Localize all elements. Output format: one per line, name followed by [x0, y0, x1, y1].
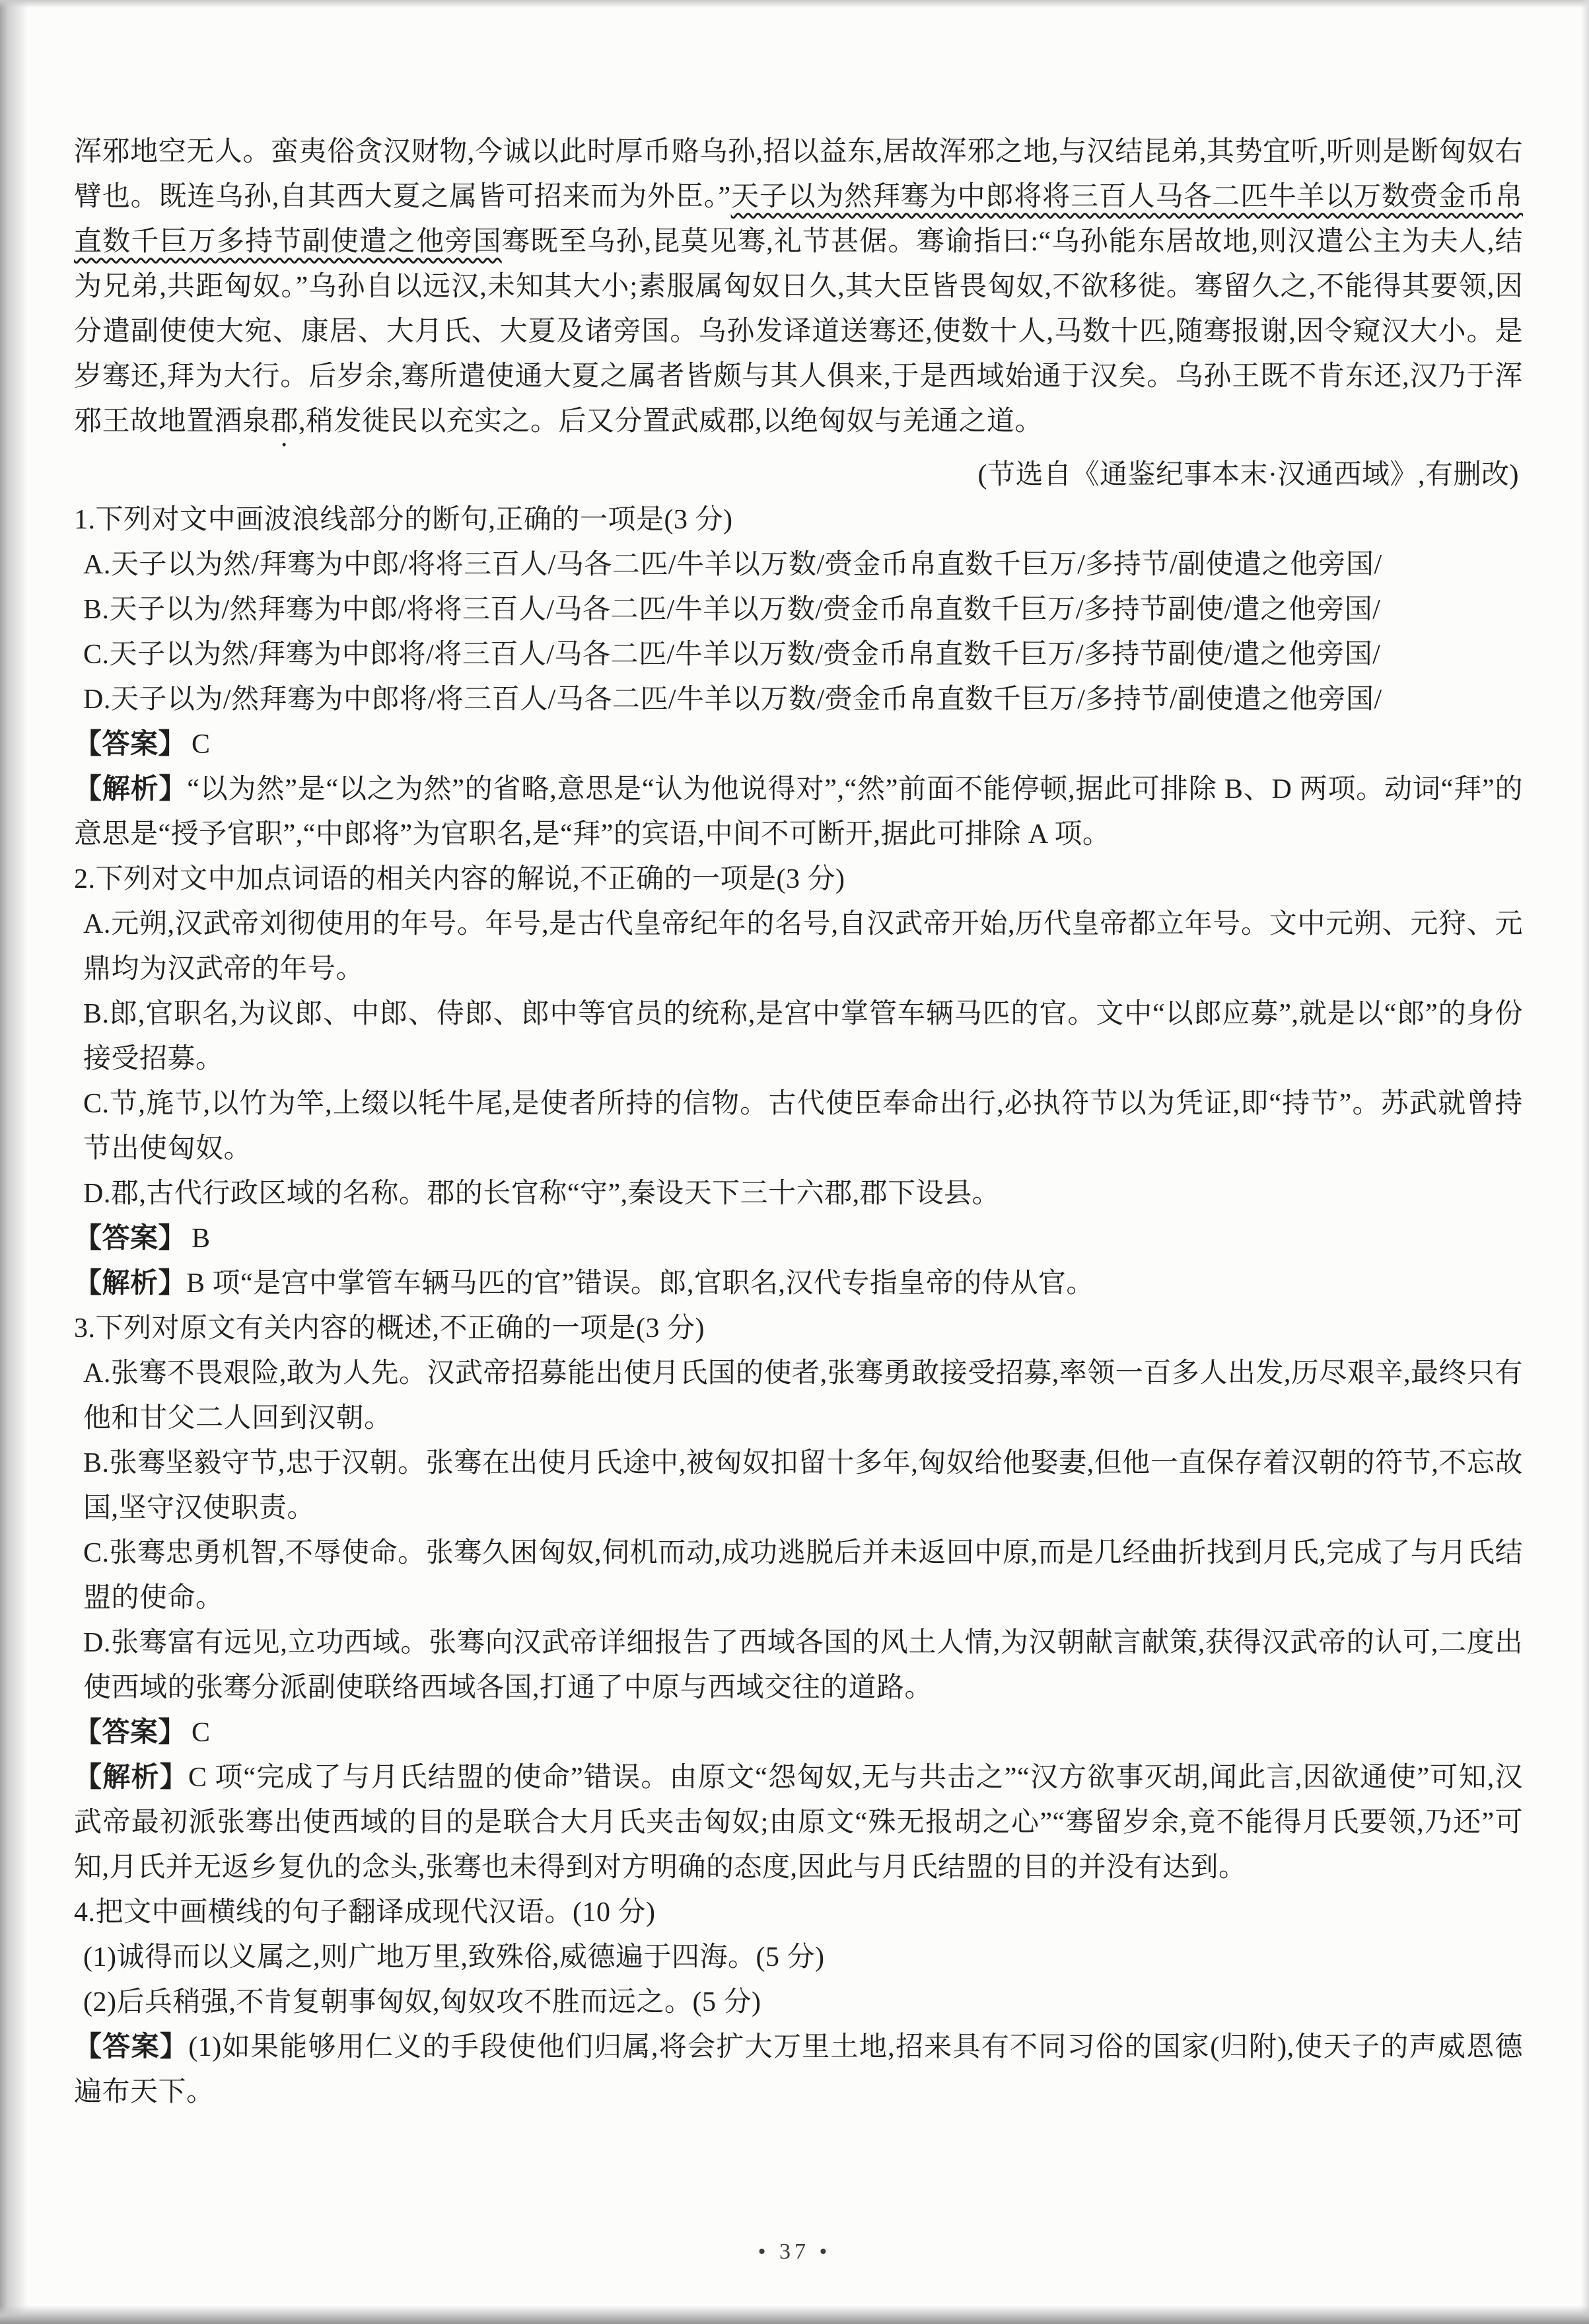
passage-segment: 骞既至乌孙,昆莫见骞,礼节甚倨。骞谕指曰:“乌孙能东居故地,则汉遣公主为夫人,结为兄弟,共距匈奴。”乌孙自以远汉,未知其大小;素服属匈奴日久,其大臣皆畏匈奴,不欲移徙。骞留久之,不能得其要领,因分遣副使使大宛、康居、大月氏、大夏及诸旁国。乌孙发译道送骞还,使数十人,马数十匹,随骞报谢,因令窥汉大小。是岁骞还,拜为大行。后岁余,骞所遣使通大夏之属者皆颇与其人俱来,于是西域始通于汉矣。乌孙王既不肯东还,汉乃于浑邪王故地置酒泉: [74, 227, 1523, 437]
question-3-stem: [74, 1306, 1523, 1351]
answer-label: 【答案】: [74, 1718, 187, 1748]
option-text: 张骞坚毅守节,忠于汉朝。张骞在出使月氏途中,被匈奴扣留十多年,匈奴给他娶妻,但他一直保存着汉朝的符节,不忘故国,坚守汉使职责。: [83, 1448, 1523, 1523]
analysis-label: 【解析】: [74, 1268, 187, 1299]
question-1-option-a: [74, 542, 1523, 587]
analysis-text: “以为然”是“以之为然”的省略,意思是“认为他说得对”,“然”前面不能停顿,据此可排除 B、D 两项。动词“拜”的意思是“授予官职”,“中郎将”为官职名,是“拜”的宾语,中间不可断开,据此可排除 A 项。: [74, 774, 1523, 850]
question-4-number: 4.: [74, 1897, 96, 1928]
question-1-answer-row: [74, 722, 1523, 767]
option-text: 天子以为然/拜骞为中郎将/将三百人/马各二匹/牛羊以万数/赍金币帛直数千巨万/多持节副使/遣之他旁国/: [109, 639, 1381, 670]
passage-segment-emphasis-dot: 郡: [270, 406, 299, 437]
question-2-option-b: [74, 992, 1523, 1081]
question-3: [74, 1306, 1523, 1890]
option-text: 张骞忠勇机智,不辱使命。张骞久困匈奴,伺机而动,成功逃脱后并未返回中原,而是几经曲折找到月氏,完成了与月氏结盟的使命。: [83, 1538, 1523, 1613]
question-3-answer-row: [74, 1710, 1523, 1755]
option-text: 郎,官职名,为议郎、中郎、侍郎、郎中等官员的统称,是宫中掌管车辆马匹的官。文中“以郎应募”,就是以“郎”的身份接受招募。: [83, 999, 1523, 1074]
question-2-stem: [74, 857, 1523, 902]
page-content: [74, 129, 1523, 2115]
question-2-option-a: [74, 902, 1523, 992]
question-1-stem: [74, 497, 1523, 542]
question-4-sub-1: [74, 1935, 1523, 1980]
option-text: 郡,古代行政区域的名称。郡的长官称“守”,秦设天下三十六郡,郡下设县。: [110, 1179, 1001, 1209]
question-3-option-d: [74, 1620, 1523, 1710]
option-label: D.: [83, 1179, 111, 1209]
answer-text: C: [192, 729, 211, 760]
analysis-label: 【解析】: [74, 774, 188, 805]
question-2-analysis-row: [74, 1261, 1523, 1306]
option-text: 张骞不畏艰险,敢为人先。汉武帝招募能出使月氏国的使者,张骞勇敢接受招募,率领一百多人出发,历尽艰辛,最终只有他和甘父二人回到汉朝。: [83, 1358, 1523, 1434]
footer-page-number: • 37 •: [758, 2239, 831, 2264]
question-3-option-b: [74, 1441, 1523, 1531]
option-label: C.: [83, 1538, 110, 1568]
answer-text: (1)如果能够用仁义的手段使他们归属,将会扩大万里土地,招来具有不同习俗的国家(归附),使天子的声威恩德遍布天下。: [74, 2032, 1523, 2107]
question-4-stem-text: 把文中画横线的句子翻译成现代汉语。(10 分): [95, 1897, 656, 1928]
sub-label: (2): [83, 1987, 117, 2017]
question-2-option-c: [74, 1081, 1523, 1171]
passage-attribution: (节选自《通鉴纪事本末·汉通西域》,有删改): [977, 460, 1519, 490]
analysis-text: C 项“完成了与月氏结盟的使命”错误。由原文“怨匈奴,无与共击之”“汉方欲事灭胡,闻此言,因欲通使”可知,汉武帝最初派张骞出使西域的目的是联合大月氏夹击匈奴;由原文“殊无报胡之心”“骞留岁余,竟不能得月氏要领,乃还”可知,月氏并无返乡复仇的念头,张骞也未得到对方明确的态度,因此与月氏结盟的目的并没有达到。: [74, 1762, 1523, 1883]
passage-segment: ,稍发徙民以充实之。后又分置武威郡,以绝匈奴与羌通之道。: [299, 406, 1043, 437]
passage-segment-wavy-underline: 天子以为然拜骞为中郎将将三百人马各二匹牛羊以万数赍金币帛直数千巨万多持节副使遣之他旁国: [74, 182, 1523, 257]
option-label: C.: [83, 1089, 110, 1119]
question-2-stem-text: 下列对文中加点词语的相关内容的解说,不正确的一项是(3 分): [95, 864, 845, 894]
question-3-option-a: [74, 1351, 1523, 1441]
question-3-stem-text: 下列对原文有关内容的概述,不正确的一项是(3 分): [95, 1313, 705, 1344]
option-text: 天子以为/然拜骞为中郎将/将三百人/马各二匹/牛羊以万数/赍金币帛直数千巨万/多持节/副使遣之他旁国/: [110, 684, 1382, 715]
question-1-option-d: [74, 677, 1523, 722]
question-4: [74, 1890, 1523, 2115]
answer-label: 【答案】: [74, 1223, 187, 1254]
option-label: A.: [83, 550, 111, 580]
question-2-answer-row: [74, 1216, 1523, 1261]
question-4-answer-row: [74, 2025, 1523, 2115]
answer-text: B: [192, 1223, 211, 1254]
passage-segment: 浑邪地空无人。蛮夷俗贪汉财物,今诚以此时厚币赂乌孙,招以益东,居故浑邪之地,与汉结昆弟,其势宜听,听则是断匈奴右臂也。既连乌孙,自其西大夏之属皆可招来而为外臣。”: [74, 137, 1523, 212]
question-1: [74, 497, 1523, 857]
sub-text: 后兵稍强,不肯复朝事匈奴,匈奴攻不胜而远之。(5 分): [116, 1987, 761, 2017]
answer-label: 【答案】: [74, 729, 187, 760]
sub-label: (1): [83, 1942, 117, 1973]
question-2-option-d: [74, 1171, 1523, 1216]
question-1-option-c: [74, 632, 1523, 677]
question-3-analysis-row: [74, 1755, 1523, 1890]
sub-text: 诚得而以义属之,则广地万里,致殊俗,威德遍于四海。(5 分): [116, 1942, 825, 1973]
analysis-label: 【解析】: [74, 1762, 188, 1793]
question-1-analysis-row: [74, 767, 1523, 857]
question-3-number: 3.: [74, 1313, 96, 1344]
option-text: 天子以为然/拜骞为中郎/将将三百人/马各二匹/牛羊以万数/赍金币帛直数千巨万/多持节/副使遣之他旁国/: [110, 550, 1382, 580]
question-1-stem-text: 下列对文中画波浪线部分的断句,正确的一项是(3 分): [95, 505, 733, 535]
option-label: C.: [83, 639, 110, 670]
option-text: 元朔,汉武帝刘彻使用的年号。年号,是古代皇帝纪年的名号,自汉武帝开始,历代皇帝都立年号。文中元朔、元狩、元鼎均为汉武帝的年号。: [83, 909, 1523, 984]
page-edge-right: [1581, 0, 1589, 2324]
page-edge-top: [0, 0, 1589, 8]
option-label: D.: [83, 1628, 111, 1658]
option-label: B.: [83, 595, 110, 625]
option-label: B.: [83, 999, 110, 1029]
answer-label: 【答案】: [74, 2032, 189, 2062]
question-3-option-c: [74, 1531, 1523, 1620]
question-1-option-b: [74, 587, 1523, 632]
question-2: [74, 857, 1523, 1306]
option-label: D.: [83, 684, 111, 715]
option-text: 张骞富有远见,立功西域。张骞向汉武帝详细报告了西域各国的风土人情,为汉朝献言献策,获得汉武帝的认可,二度出使西域的张骞分派副使联络西域各国,打通了中原与西域交往的道路。: [83, 1628, 1523, 1703]
option-label: A.: [83, 1358, 111, 1389]
question-4-stem: [74, 1890, 1523, 1935]
page-edge-left: [0, 0, 28, 2324]
question-4-sub-2: [74, 1980, 1523, 2025]
passage: [74, 129, 1523, 453]
page-edge-bottom: [0, 2306, 1589, 2324]
question-2-number: 2.: [74, 864, 96, 894]
option-label: A.: [83, 909, 111, 939]
analysis-text: B 项“是宫中掌管车辆马匹的官”错误。郎,官职名,汉代专指皇帝的侍从官。: [186, 1268, 1094, 1299]
option-text: 节,旄节,以竹为竿,上缀以牦牛尾,是使者所持的信物。古代使臣奉命出行,必执符节以为凭证,即“持节”。苏武就曾持节出使匈奴。: [83, 1089, 1523, 1164]
option-text: 天子以为/然拜骞为中郎/将将三百人/马各二匹/牛羊以万数/赍金币帛直数千巨万/多持节副使/遣之他旁国/: [109, 595, 1381, 625]
question-1-number: 1.: [74, 505, 96, 535]
answer-text: C: [192, 1718, 211, 1748]
option-label: B.: [83, 1448, 110, 1478]
